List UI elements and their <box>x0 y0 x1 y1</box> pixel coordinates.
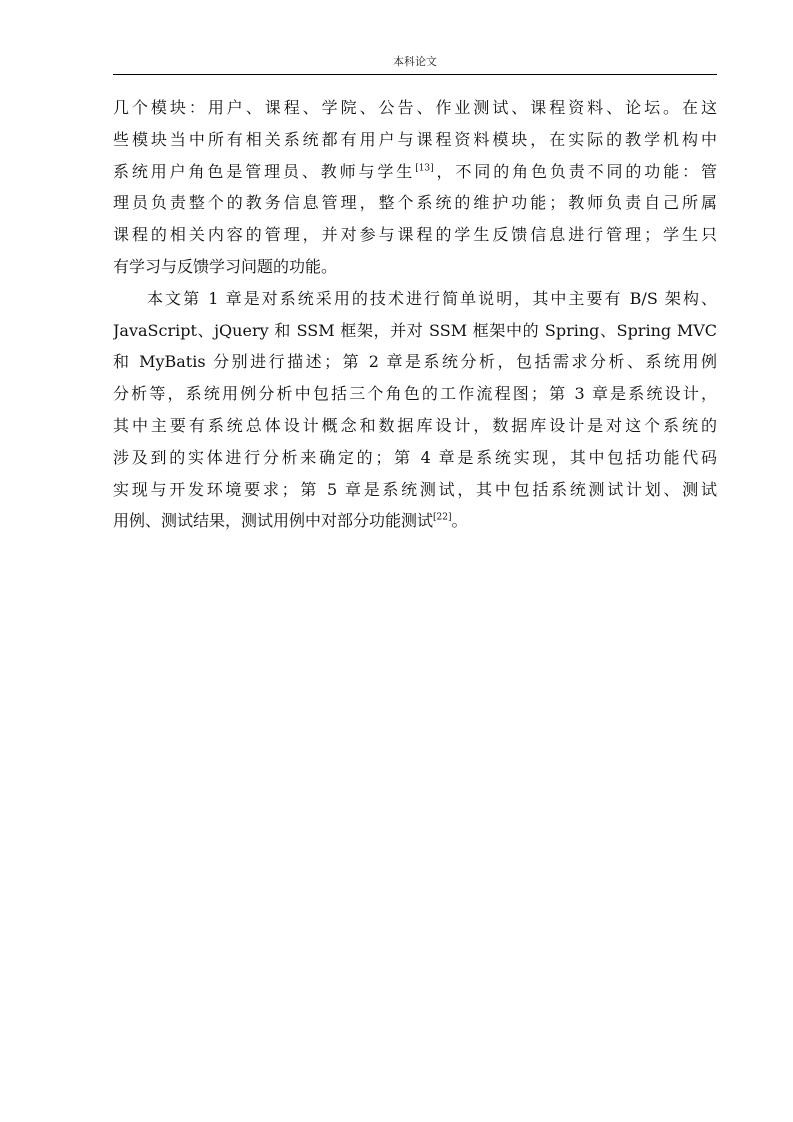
paragraph2-line-2: JavaScript、jQuery 和 SSM 框架，并对 SSM 框架中的 Spring、Spring MVC <box>113 320 717 340</box>
paragraph1-line-5: 课程的相关内容的管理，并对参与课程的学生反馈信息进行管理；学生只 <box>113 225 717 245</box>
citation-22: [22] <box>433 513 452 524</box>
body-text <box>113 92 717 537</box>
paragraph1-line-2: 些模块当中所有相关系统都有用户与课程资料模块，在实际的教学机构中 <box>113 129 717 149</box>
citation-13: [13] <box>415 163 434 174</box>
paragraph1-line-1: 几个模块：用户、课程、学院、公告、作业测试、课程资料、论坛。在这 <box>113 98 717 117</box>
paragraph2-line-8-tail: 。 <box>451 511 468 531</box>
header-title: 本科论文 <box>393 55 437 68</box>
paragraph1-line-4: 理员负责整个的教务信息管理，整个系统的维护功能；教师负责自己所属 <box>113 193 717 213</box>
paragraph2-line-6: 涉及到的实体进行分析来确定的；第 4 章是系统实现，其中包括功能代码 <box>113 447 717 467</box>
paragraph2-line-7: 实现与开发环境要求；第 5 章是系统测试，其中包括系统测试计划、测试 <box>113 479 717 499</box>
paragraph1-line-6: 有学习与反馈学习问题的功能。 <box>113 256 338 276</box>
paragraph2-line-8 <box>113 505 717 537</box>
paragraph2-line-5: 其中主要有系统总体设计概念和数据库设计，数据库设计是对这个系统的 <box>113 415 717 435</box>
paragraph1-line-3-tail: ，不同的角色负责不同的功能：管 <box>433 161 717 181</box>
page-header <box>113 50 717 75</box>
paragraph1-line-3-text: 系统用户角色是管理员、教师与学生 <box>113 161 416 181</box>
paragraph2-line-8-text: 用例、测试结果，测试用例中对部分功能测试 <box>113 511 434 531</box>
paragraph2-line-3: 和 MyBatis 分别进行描述；第 2 章是系统分析，包括需求分析、系统用例 <box>113 352 717 372</box>
paragraph2-line-4: 分析等，系统用例分析中包括三个角色的工作流程图；第 3 章是系统设计， <box>113 384 717 404</box>
paragraph2-line-1: 本文第 1 章是对系统采用的技术进行简单说明，其中主要有 B/S 架构、 <box>147 288 717 308</box>
paragraph1-line-3 <box>113 156 717 188</box>
